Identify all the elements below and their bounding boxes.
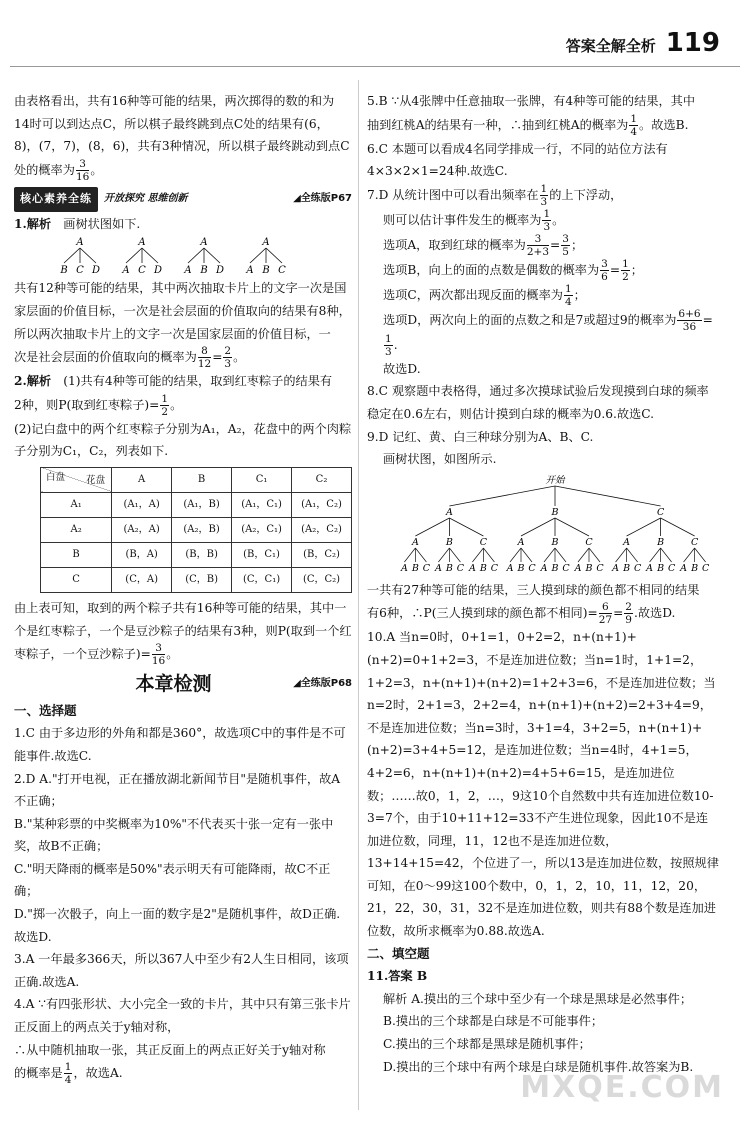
tree-leaf: B — [657, 562, 665, 574]
tree-node: B — [551, 536, 559, 548]
tree-branch — [650, 548, 661, 562]
table-cell: (C，C₁) — [232, 567, 292, 592]
tree-leaf: B — [585, 562, 593, 574]
tree-branch — [250, 248, 266, 263]
tree-leaf: A — [400, 562, 408, 574]
tree-node: A — [246, 265, 254, 277]
tree-leaf: B — [479, 562, 487, 574]
intro-line: 14时可以到达点C，所以棋子最终跳到点C处的结果有(6， — [14, 116, 329, 131]
tree-node: C — [690, 536, 699, 548]
table-header-row — [41, 467, 352, 492]
tree-node: A — [184, 265, 192, 277]
question-1: 1.解析 画树状图如下. — [14, 216, 141, 231]
q1-paragraph: 所以两次抽取卡片上的文字一次是国家层面的价值目标，一 — [14, 326, 331, 341]
tree-node: D — [91, 265, 101, 277]
row-label: A₁ — [41, 492, 112, 517]
tree-branch — [661, 548, 672, 562]
tree-node: A — [122, 265, 130, 277]
tree-leaf: C — [422, 562, 431, 574]
answer-7: 7.D 从统计图中可以看出频率在 $\frac{1}{3}$ 的上下浮动， — [367, 182, 623, 208]
watermark: MXQE.COM — [520, 1070, 724, 1105]
section-title: 答案全解全析 — [565, 37, 656, 55]
tree-branch — [404, 548, 415, 562]
tree-branch — [142, 248, 158, 263]
answer-9-c: 一共有27种等可能的结果，三人摸到球的颜色都不相同的结果 — [367, 582, 700, 597]
tree-branch — [449, 518, 483, 536]
banner-label: 核心素养全练 — [14, 187, 98, 212]
table-cell: (A₂，A) — [112, 517, 172, 542]
section-heading: 一、选择题 — [14, 702, 77, 718]
tree-leaf: B — [411, 562, 419, 574]
tree-branch — [555, 548, 566, 562]
tree-node: A — [138, 237, 146, 249]
tree-node: B — [445, 536, 453, 548]
q1-paragraph: 次是社会层面的价值取向的概率为 $\frac{8}{12}$ = $\frac{2}{3}$ 。 — [14, 345, 246, 371]
tree-diagram-2 — [395, 471, 715, 579]
answer-4: 4.A ∵有四张形状、大小完全一致的卡片，其中只有第三张卡片正反面上的两点关于y轴对称， — [14, 997, 351, 1035]
column-divider — [358, 80, 359, 1110]
row-label: A₂ — [41, 517, 112, 542]
intro-line: 8)，(7，7)，(8，6)，共有3种情况，所以棋子最终跳动到点C — [14, 139, 350, 154]
answer-2: 2.D A."打开电视，正在播放湖北新闻节目"是随机事件，故A不正确； — [14, 771, 341, 809]
outcome-table — [40, 467, 352, 593]
tree-start: 开始 — [545, 474, 565, 486]
section-banner — [14, 189, 352, 211]
tree-leaf: C — [528, 562, 536, 574]
tree-node: B — [551, 506, 559, 518]
tree-leaf: C — [701, 562, 710, 574]
q2-paragraph: 2种，则P(取到红枣粽子)= $\frac{1}{2}$ 。 — [14, 392, 183, 418]
tree-node: C — [138, 265, 146, 277]
answer-2-c: C."明天降雨的概率是50%"表示明天有可能降雨，故C不正确； — [14, 861, 331, 899]
answer-1: 1.C 由于多边形的外角和都是360°，故选项C中的事件是不可能事件.故选C. — [14, 726, 346, 763]
tree-leaf: A — [540, 562, 548, 574]
tree-leaf: C — [596, 562, 604, 574]
table-cell: (A₁，C₂) — [292, 492, 352, 517]
table-cell: (A₂，C₂) — [292, 517, 352, 542]
tree-leaf: A — [468, 562, 476, 574]
tree-leaf: B — [691, 562, 699, 574]
table-cell: (A₁，A) — [112, 492, 172, 517]
table-cell: (B，A) — [112, 542, 172, 567]
answer-4-c: 的概率是 $\frac{1}{4}$ ，故选A. — [14, 1061, 123, 1087]
left-column — [14, 90, 352, 1086]
tree-leaf: B — [445, 562, 453, 574]
tree-leaf: C — [490, 562, 499, 574]
tree-node: D — [215, 265, 225, 277]
tree-branch — [555, 486, 661, 506]
page-number: 119 — [665, 28, 720, 58]
answer-11-c: B.摸出的三个球都是白球是不可能事件； — [383, 1014, 604, 1029]
table-cell: (C，A) — [112, 567, 172, 592]
answer-11: 11.答案 B — [367, 969, 428, 984]
answer-8: 8.C 观察题中表格得，通过多次摸球试验后发现摸到白球的频率稳定在0.6左右，则估计摸到白球的概率为0.6.故选C. — [367, 384, 709, 421]
column-header: B — [172, 467, 232, 492]
column-header: A — [112, 467, 172, 492]
banner-subtitle: 开放探究 思维创新 — [104, 193, 188, 205]
row-label: B — [41, 542, 112, 567]
table-row — [41, 567, 352, 592]
answer-5-b: 抽到红桃A的结果有一种，∴抽到红桃A的概率为 $\frac{1}{4}$ 。故选B. — [367, 112, 689, 138]
table-cell: (B，C₁) — [232, 542, 292, 567]
intro-line: 处的概率为 $\frac{3}{16}$ 。 — [14, 157, 103, 183]
answer-3: 3.A 一年最多366天，所以367人中至少有2人生日相同，该项正确.故选A. — [14, 952, 349, 989]
table-cell: (C，B) — [172, 567, 232, 592]
tree-branch — [521, 548, 532, 562]
tree-branch — [589, 548, 600, 562]
q2-paragraph: (2)记白盘中的两个红枣粽子分别为A₁，A₂，花盘中的两个肉粽子分别为C₁，C₂，列表如下. — [14, 421, 352, 459]
banner-reference: ◢全练版P67 — [293, 193, 352, 205]
answer-10: 10.A 当n=0时，0+1=1，0+2=2，n+(n+1)+(n+2)=0+1+2=3，不是连加进位数；当n=1时，1+1=2，1+2=3，n+(n+1)+(n+2)=1+2+3=6，不是连加进位数；当n=2时，2+1=3，2+2=4，n+(n+1)+(n+2)=2+3+4=9，不是连加进位数；当n=3时，3+1=4，3+2=5，n+(n+1)+(n+2)=3+4+5=12，是连加进位数；当n=4时，4+1=5，4+2=6，n+(n+1)+(n+2)=4+5+6=15，是连加进位数；……故0，1，2，…，9这10个自然数中共有连加进位数10-3=7个，由于10+11+12=33不产生进位现象，因此10不是连加进位数，同理，11，12也不是连加进位数，13+14+15=42，个位进了一，所以13是连加进位数，按照规律可知，在0～99这100个数中，0，1，2，10，11，12，20，21，22，30，31，32不是连加进位数，则共有88个数是连加进位数，故所求概率为0.88.故选A. — [367, 630, 719, 939]
tree-leaf: C — [456, 562, 465, 574]
q2-paragraph: 枣粽子，一个豆沙粽子)= $\frac{3}{16}$ 。 — [14, 642, 179, 668]
tree-branch — [438, 548, 449, 562]
tree-branch — [126, 248, 142, 263]
header-rule — [10, 66, 740, 67]
answer-9: 9.D 记红、黄、白三种球分别为A、B、C. — [367, 429, 594, 444]
tree-branch — [627, 548, 638, 562]
answer-7-line: 则可以估计事件发生的概率为 $\frac{1}{3}$ 。 — [383, 207, 565, 233]
answer-7-option-b: 选项B，向上的面的点数是偶数的概率为 $\frac{3}{6}$ = $\frac{1}{2}$ ； — [383, 257, 643, 283]
table-cell: (A₁，C₁) — [232, 492, 292, 517]
answer-9-d: 有6种，∴P(三人摸到球的颜色都不相同)= $\frac{6}{27}$ = $\frac{2}{9}$ .故选D. — [367, 601, 676, 627]
tree-node: C — [479, 536, 488, 548]
table-cell: (B，B) — [172, 542, 232, 567]
tree-node: C — [76, 265, 84, 277]
table-cell: (B，C₂) — [292, 542, 352, 567]
tree-branch — [510, 548, 521, 562]
tree-node: A — [76, 237, 84, 249]
tree-node: B — [60, 265, 68, 277]
column-header: C₂ — [292, 467, 352, 492]
answer-11-d: C.摸出的三个球都是黑球是随机事件； — [383, 1037, 591, 1052]
tree-leaf: B — [551, 562, 559, 574]
tree-branch — [684, 548, 695, 562]
tree-branch — [616, 548, 627, 562]
section-heading: 二、填空题 — [367, 945, 430, 961]
question-2: 2.解析 (1)共有4种等可能的结果，取到红枣粽子的结果有 — [14, 374, 333, 389]
table-cell: (C，C₂) — [292, 567, 352, 592]
tree-node: A — [411, 536, 419, 548]
tree-branch — [483, 548, 494, 562]
tree-node: D — [153, 265, 163, 277]
chapter-heading — [14, 673, 352, 696]
tree-node: B — [657, 536, 665, 548]
tree-node: A — [623, 536, 631, 548]
q2-paragraph: 由上表可知，取到的两个粽子共有16种等可能的结果，其中一个是红枣粽子，一个是豆沙粽子的结果有3种，则P(取到一个红 — [14, 600, 352, 638]
tree-leaf: C — [667, 562, 676, 574]
tree-branch — [188, 248, 204, 263]
page-header — [566, 28, 720, 58]
tree-branch — [578, 548, 589, 562]
answer-7-option-c: 选项C，两次都出现反面的概率为 $\frac{1}{4}$ ； — [383, 282, 586, 308]
tree-node: C — [656, 506, 665, 518]
tree-branch — [415, 518, 449, 536]
tree-leaf: B — [623, 562, 631, 574]
tree-branch — [64, 248, 80, 263]
tree-branch — [544, 548, 555, 562]
tree-diagram-1 — [60, 235, 310, 277]
tree-branch — [415, 548, 426, 562]
tree-leaf: A — [680, 562, 688, 574]
answer-2-b: B."某种彩票的中奖概率为10%"不代表买十张一定有一张中奖，故B不正确； — [14, 816, 334, 854]
tree-node: B — [200, 265, 208, 277]
tree-leaf: C — [562, 562, 570, 574]
answer-7-option-a: 选项A，取到红球的概率为 $\frac{3}{2+3}$ = $\frac{3}{5}$ ； — [383, 232, 584, 258]
intro-line: 由表格看出，共有16种等可能的结果，两次掷得的数的和为 — [14, 94, 335, 108]
tree-node: A — [262, 237, 270, 249]
q1-paragraph: 共有12种等可能的结果，其中两次抽取卡片上的文字一次是国家层面的价值目标，一次是社会层面的价值取向的结果有8种， — [14, 281, 351, 318]
tree-branch — [661, 518, 695, 536]
tree-leaf: A — [612, 562, 620, 574]
table-corner: 花盘 白盘 — [41, 467, 112, 492]
table-cell: (A₂，B) — [172, 517, 232, 542]
table-row — [41, 492, 352, 517]
tree-leaf: B — [517, 562, 525, 574]
answer-11-e: D.摸出的三个球中有两个球是白球是随机事件.故答案为B. — [383, 1059, 694, 1074]
tree-branch — [449, 486, 555, 506]
answer-6: 6.C 本题可以看成4名同学排成一行，不同的站位方法有4×3×2×1=24种.故选C. — [367, 141, 668, 179]
tree-leaf: A — [574, 562, 582, 574]
table-cell: (A₁，B) — [172, 492, 232, 517]
answer-7-end: 故选D. — [383, 361, 421, 376]
tree-branch — [472, 548, 483, 562]
chapter-title: 本章检测 — [135, 673, 212, 696]
answer-4-b: ∴从中随机抽取一张，其正反面上的两点正好关于y轴对称 — [14, 1042, 326, 1057]
tree-branch — [555, 518, 589, 536]
tree-leaf: C — [633, 562, 642, 574]
answer-7-option-d: 选项D，两次向上的面的点数之和是7或超过9的概率为 $\frac{6+6}{36}$ = $\frac{1}{3}$ . — [383, 307, 713, 358]
table-cell: (A₂，C₁) — [232, 517, 292, 542]
fraction: $\frac{3}{16}$ — [75, 157, 90, 183]
column-header: C₁ — [232, 467, 292, 492]
tree-leaf: A — [434, 562, 442, 574]
table-row — [41, 517, 352, 542]
tree-node: C — [278, 265, 286, 277]
table-row — [41, 542, 352, 567]
tree-node: A — [517, 536, 525, 548]
row-label: C — [41, 567, 112, 592]
tree-branch — [449, 548, 460, 562]
tree-node: A — [445, 506, 453, 518]
tree-branch — [627, 518, 661, 536]
tree-branch — [695, 548, 706, 562]
answer-11-b: 解析 A.摸出的三个球中至少有一个球是黑球是必然事件； — [383, 991, 693, 1006]
tree-node: B — [262, 265, 270, 277]
tree-branch — [80, 248, 96, 263]
tree-branch — [204, 248, 220, 263]
answer-9-b: 画树状图，如图所示. — [383, 452, 497, 467]
tree-node: C — [585, 536, 593, 548]
right-column — [367, 90, 719, 1078]
tree-node: A — [200, 237, 208, 249]
tree-leaf: A — [646, 562, 654, 574]
chapter-reference: ◢全练版P68 — [293, 678, 352, 690]
answer-2-d: D."掷一次骰子，向上一面的数字是2"是随机事件，故D正确.故选D. — [14, 907, 341, 944]
tree-branch — [266, 248, 282, 263]
answer-5: 5.B ∵从4张牌中任意抽取一张牌，有4种等可能的结果，其中 — [367, 94, 696, 108]
tree-leaf: A — [506, 562, 514, 574]
tree-branch — [521, 518, 555, 536]
